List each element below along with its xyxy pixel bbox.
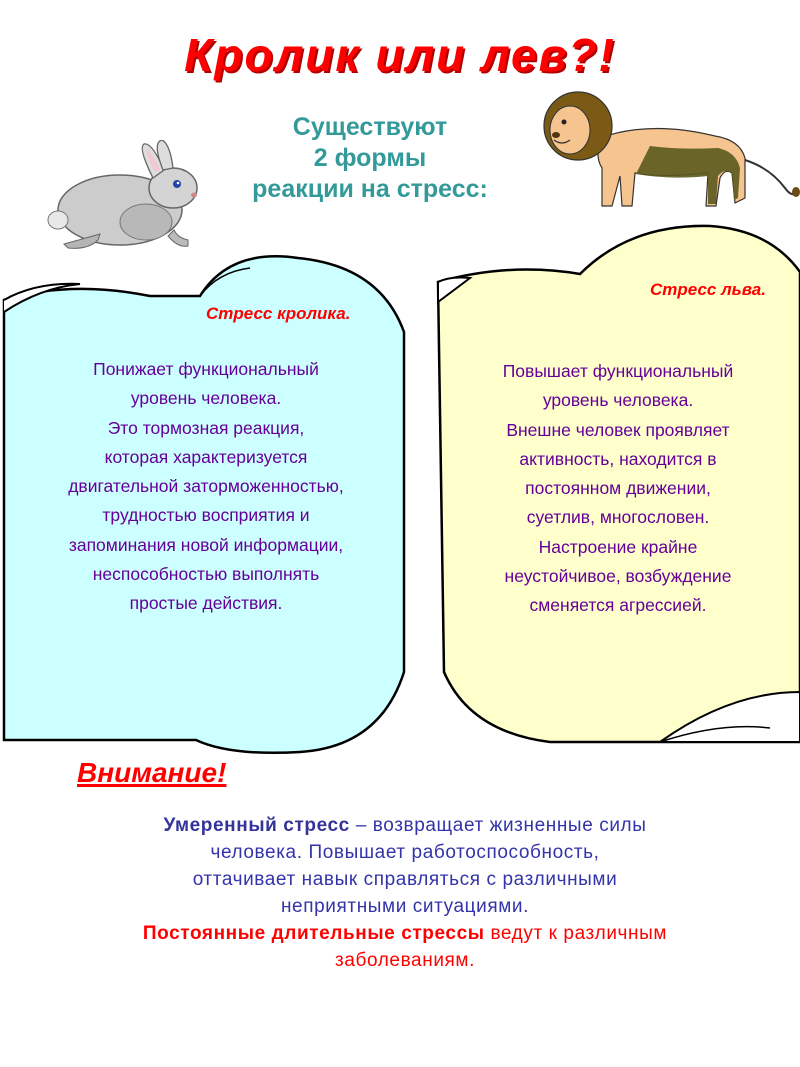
lion-line: сменяется агрессией. [529,595,707,616]
lion-line: Настроение крайне [538,536,698,557]
lion-line: Повышает функциональный [502,361,734,381]
lion-line: неустойчивое, возбуждение [504,566,732,587]
constant-stress-text: ведут к различным [484,923,668,944]
constant-stress-line: заболеваниям. [335,950,475,971]
rabbit-line: двигательной заторможенностью, [68,476,344,497]
rabbit-line: простые действия. [129,593,283,614]
rabbit-line: Понижает функциональный [93,359,319,379]
moderate-stress-text: – возвращает жизненные силы [349,815,647,836]
lion-line: суетлив, многословен. [526,507,710,528]
rabbit-line: неспособностью выполнять [92,564,320,585]
subtitle [200,112,540,205]
constant-stress-label: Постоянные длительные стрессы [142,923,485,944]
rabbit-line: которая характеризуется [104,446,308,467]
moderate-stress-line: оттачивает навык справляться с различными [192,869,618,890]
lion-line: активность, находится в [519,448,717,469]
lion-scroll-text [438,357,798,621]
page-title: Кролик или лев?! [184,29,616,81]
moderate-stress-label: Умеренный стресс [163,815,350,836]
lion-scroll-heading: Стресс льва. [650,280,766,299]
rabbit-icon [28,140,203,255]
moderate-stress-line: неприятными ситуациями. [280,896,530,917]
lion-line: постоянном движении, [525,478,711,499]
subtitle-line-1: Существуют [292,113,448,141]
rabbit-line: трудностью восприятия и [102,505,310,526]
subtitle-line-3: реакции на стресс: [252,175,488,203]
attention-heading: Внимание! [77,757,227,788]
lion-line: уровень человека. [542,390,694,411]
subtitle-line-2: 2 формы [313,144,427,172]
bottom-note [60,812,750,974]
rabbit-scroll-text [6,355,406,619]
lion-line: Внешне человек проявляет [506,419,730,440]
rabbit-scroll-heading: Стресс кролика. [206,304,351,323]
moderate-stress-paragraph [60,812,750,839]
rabbit-line: уровень человека. [130,388,282,409]
rabbit-line: Это тормозная реакция, [107,417,305,438]
moderate-stress-line: человека. Повышает работоспособность, [210,842,600,863]
constant-stress-paragraph [60,920,750,947]
lion-icon [540,88,800,213]
rabbit-line: запоминания новой информации, [68,534,344,555]
